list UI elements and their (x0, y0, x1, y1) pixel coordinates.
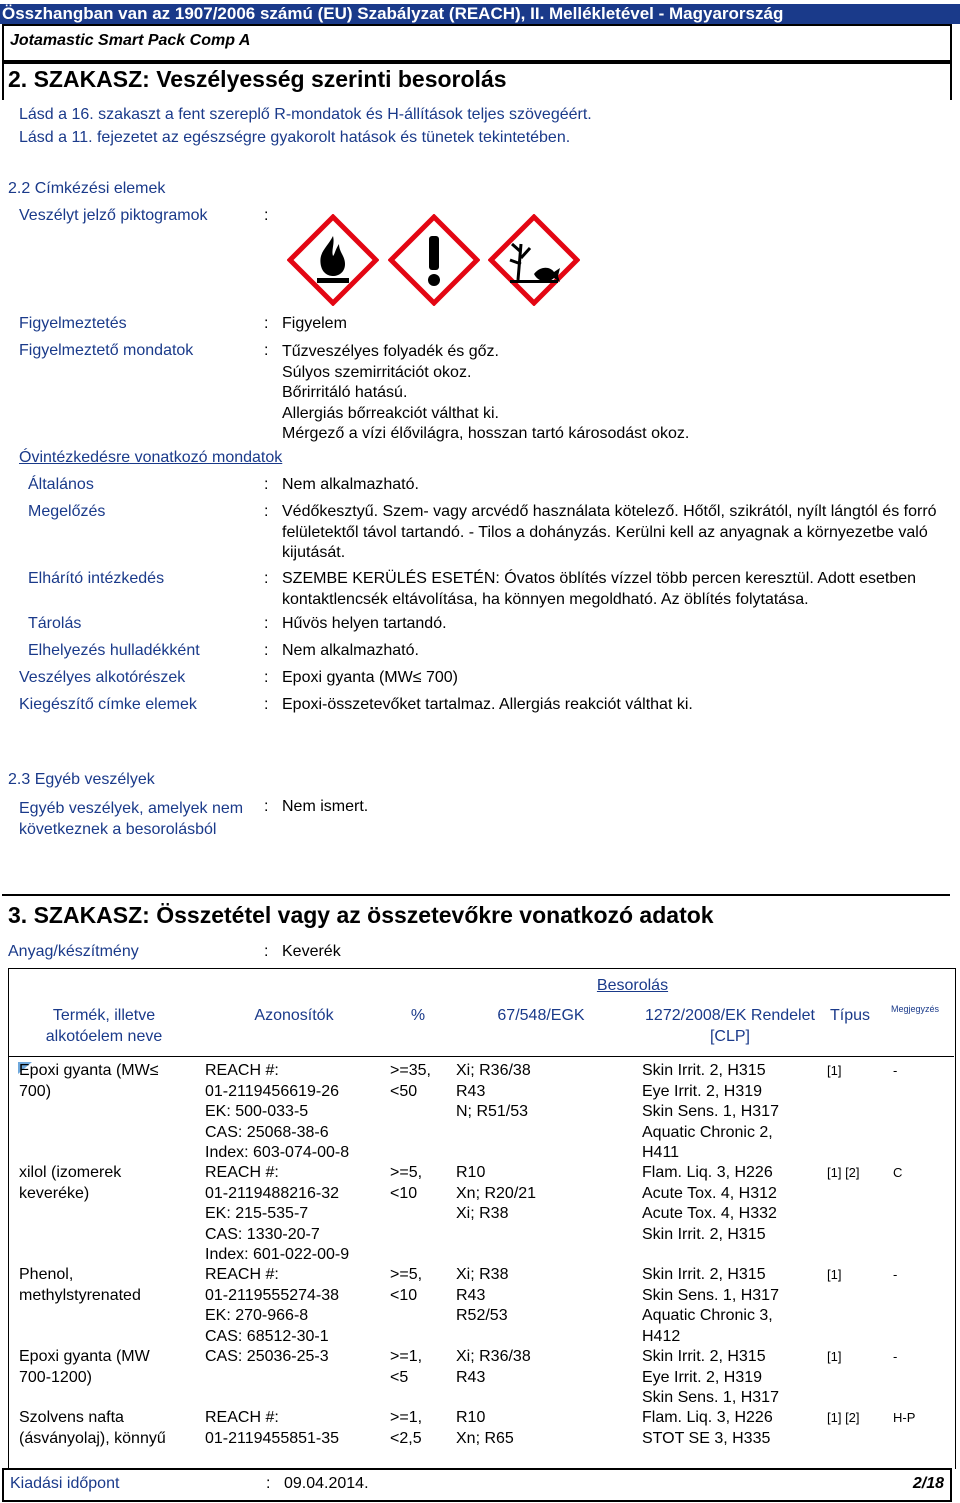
exclamation-icon (388, 214, 480, 306)
regulation-header: Összhangban van az 1907/2006 számú (EU) Szabályzat (REACH), II. Mellékletével - Magyarország (0, 4, 960, 24)
col-header-name: Termék, illetve alkotóelem neve (45, 1007, 163, 1045)
supplemental-label: Kiegészítő címke elemek (19, 696, 197, 713)
table-cell-note: - (893, 1063, 898, 1078)
colon: : (264, 696, 269, 713)
table-cell-clp: Flam. Liq. 3, H226 STOT SE 3, H335 (642, 1409, 773, 1447)
colon: : (264, 315, 269, 332)
general-label: Általános (28, 476, 94, 493)
table-cell-note: H-P (893, 1410, 916, 1425)
section3-title: 3. SZAKASZ: Összetétel vagy az összetevőkre vonatkozó adatok (8, 902, 714, 928)
col-header-clp: 1272/2008/EK Rendelet [CLP] (645, 1007, 815, 1045)
table-cell-percent: >=35, <50 (390, 1062, 431, 1100)
subsection-2-3-title: 2.3 Egyéb veszélyek (8, 771, 155, 788)
table-cell-name: xilol (izomerek keveréke) (19, 1164, 122, 1202)
disposal-value: Nem alkalmazható. (282, 642, 419, 659)
colon: : (264, 642, 269, 659)
table-cell-eu: Xi; R36/38 R43 (456, 1348, 531, 1386)
table-cell-identifiers: REACH #: 01-2119456619-26 EK: 500-033-5 CAS: 25068-38-6 Index: 603-074-00-8 (205, 1062, 350, 1161)
hazard-statement: Tűzveszélyes folyadék és gőz. (282, 343, 499, 360)
footer-box (2, 1468, 952, 1502)
substance-label: Anyag/készítmény (8, 943, 139, 960)
table-cell-eu: R10 Xn; R65 (456, 1409, 514, 1447)
table-cell-eu: Xi; R36/38 R43 N; R51/53 (456, 1062, 531, 1120)
table-cell-name: Szolvens nafta (ásványolaj), könnyű (19, 1409, 166, 1447)
table-cell-type: [1] (827, 1063, 842, 1078)
colon: : (264, 798, 269, 815)
table-cell-type: [1] [2] (827, 1410, 860, 1425)
section2-note-2: Lásd a 11. fejezetet az egészségre gyakorolt hatások és tünetek tekintetében. (19, 129, 571, 146)
table-cell-clp: Flam. Liq. 3, H226 Acute Tox. 4, H312 Acute Tox. 4, H332 Skin Irrit. 2, H315 (642, 1164, 777, 1243)
other-hazards-label: Egyéb veszélyek, amelyek nem következnek a besorolásból (19, 800, 244, 838)
storage-value: Hűvös helyen tartandó. (282, 615, 447, 632)
table-cell-eu: Xi; R38 R43 R52/53 (456, 1266, 509, 1324)
product-box (2, 24, 952, 62)
general-value: Nem alkalmazható. (282, 476, 419, 493)
hazard-statements-label: Figyelmeztető mondatok (19, 342, 194, 359)
col-header-identifiers: Azonosítók (254, 1007, 334, 1024)
issue-date-label: Kiadási időpont (10, 1475, 120, 1492)
table-cell-identifiers: REACH #: 01-2119488216-32 EK: 215-535-7 CAS: 1330-20-7 Index: 601-022-00-9 (205, 1164, 350, 1263)
supplemental-value: Epoxi-összetevőket tartalmaz. Allergiás reakciót válthat ki. (282, 696, 693, 713)
section3-divider (2, 894, 950, 896)
col-header-percent: % (410, 1007, 426, 1024)
colon: : (264, 207, 269, 224)
hazard-statement: Bőrirritáló hatású. (282, 384, 408, 401)
page-number: 2/18 (912, 1475, 944, 1492)
environment-icon (488, 214, 580, 306)
hazard-statement: Súlyos szemirritációt okoz. (282, 363, 472, 381)
response-label: Elhárító intézkedés (28, 570, 165, 587)
table-header-divider (8, 1056, 954, 1057)
table-cell-clp: Skin Irrit. 2, H315 Eye Irrit. 2, H319 Skin Sens. 1, H317 Aquatic Chronic 2, H411 (642, 1062, 779, 1161)
table-cell-percent: >=5, <10 (390, 1164, 423, 1202)
storage-label: Tárolás (28, 615, 82, 632)
table-cell-percent: >=5, <10 (390, 1266, 423, 1304)
table-cell-identifiers: CAS: 25036-25-3 (205, 1348, 329, 1365)
table-cell-note: - (893, 1267, 898, 1282)
table-cell-note: C (893, 1165, 903, 1180)
table-cell-clp: Skin Irrit. 2, H315 Eye Irrit. 2, H319 Skin Sens. 1, H317 (642, 1348, 779, 1406)
hazard-statement: Allergiás bőrreakciót válthat ki. (282, 404, 499, 422)
table-cell-note: - (893, 1349, 898, 1364)
hazard-statement: Mérgező a vízi élővilágra, hosszan tartó károsodást okoz. (282, 425, 690, 442)
table-cell-percent: >=1, <2,5 (390, 1409, 423, 1447)
flame-icon (287, 214, 379, 306)
subsection-2-2-title: 2.2 Címkézési elemek (8, 180, 166, 197)
col-header-note: Megjegyzés (890, 1004, 940, 1014)
prevention-value: Védőkesztyű. Szem- vagy arcvédő használata kötelező. Hőtől, szikrától, nyílt lángtól és forró felületektől távol tartandó. - Tilos a dohányzás. Kerülni kell az anyagnak a környezetbe való kijutását. (282, 503, 937, 561)
section2-title: 2. SZAKASZ: Veszélyesség szerinti besorolás (8, 66, 507, 92)
table-cell-percent: >=1, <5 (390, 1348, 423, 1386)
colon: : (264, 503, 269, 520)
hazardous-components-value: Epoxi gyanta (MW≤ 700) (282, 669, 458, 686)
substance-value: Keverék (282, 943, 341, 960)
colon: : (264, 342, 269, 359)
section2-note-1: Lásd a 16. szakaszt a fent szereplő R-mondatok és H-állítások teljes szövegéért. (19, 106, 592, 123)
disposal-label: Elhelyezés hulladékként (28, 642, 200, 659)
table-cell-identifiers: REACH #: 01-2119555274-38 EK: 270-966-8 CAS: 68512-30-1 (205, 1266, 340, 1345)
colon: : (264, 615, 269, 632)
table-cell-name: Epoxi gyanta (MW≤ 700) (19, 1062, 159, 1100)
prevention-label: Megelőzés (28, 503, 106, 520)
issue-date-value: 09.04.2014. (284, 1475, 369, 1492)
table-cell-identifiers: REACH #: 01-2119455851-35 (205, 1409, 340, 1447)
hazard-statements-list (282, 342, 689, 445)
signal-word-label: Figyelmeztetés (19, 315, 127, 332)
signal-word-value: Figyelem (282, 315, 347, 332)
table-cell-name: Epoxi gyanta (MW 700-1200) (19, 1348, 150, 1386)
col-header-type: Típus (829, 1007, 870, 1024)
product-name: Jotamastic Smart Pack Comp A (10, 32, 251, 49)
pictogram-label: Veszélyt jelző piktogramok (19, 207, 208, 224)
table-cell-name: Phenol, methylstyrenated (19, 1266, 141, 1304)
other-hazards-value: Nem ismert. (282, 798, 369, 815)
colon: : (264, 570, 269, 587)
colon: : (264, 943, 269, 960)
hazardous-components-label: Veszélyes alkotórészek (19, 669, 186, 686)
response-value: SZEMBE KERÜLÉS ESETÉN: Óvatos öblítés vízzel több percen keresztül. Adott esetben kontaktlencsék eltávolítása, ha könnyen megoldható. Az öblítés folytatása. (282, 570, 917, 608)
precaution-heading: Óvintézkedésre vonatkozó mondatok (19, 449, 283, 466)
table-cell-type: [1] (827, 1267, 842, 1282)
table-cell-type: [1] (827, 1349, 842, 1364)
col-header-eu67548: 67/548/EGK (497, 1007, 585, 1024)
colon: : (266, 1475, 271, 1492)
table-cell-type: [1] [2] (827, 1165, 860, 1180)
table-cell-clp: Skin Irrit. 2, H315 Skin Sens. 1, H317 Aquatic Chronic 3, H412 (642, 1266, 779, 1345)
classification-group-header: Besorolás (596, 977, 669, 994)
colon: : (264, 669, 269, 686)
table-cell-eu: R10 Xn; R20/21 Xi; R38 (456, 1164, 537, 1222)
colon: : (264, 476, 269, 493)
